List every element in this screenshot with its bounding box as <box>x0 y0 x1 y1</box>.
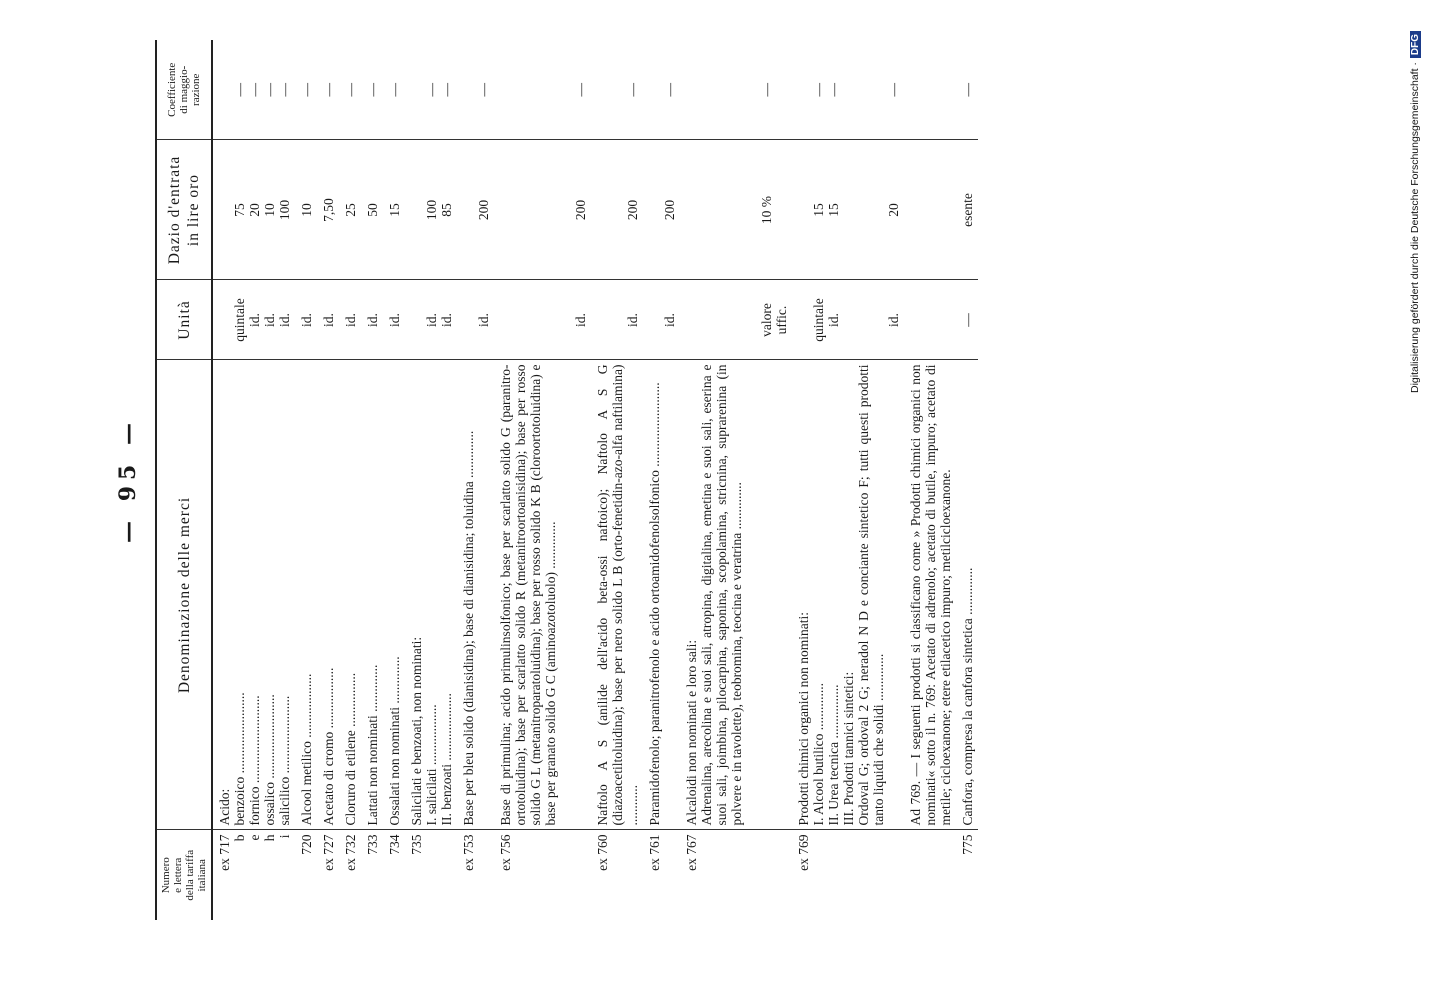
rotated-page <box>115 40 1295 920</box>
row-denomination: Prodotti chimici organici non nominati: I. Alcool butilico .............. II. Urea tecnica ................ III. Prodotti tannici sintetici: Ordoval G; ordoval 2 G; neradol N D e conciante sintetico F; tutti questi prodotti tanto liquidi che solidi .............. <box>792 360 904 830</box>
row-unit: id. <box>591 280 643 360</box>
tariff-table <box>155 40 978 920</box>
row-number: 735 <box>405 830 457 920</box>
row-number: 733 <box>361 830 383 920</box>
table-row <box>361 40 383 920</box>
row-denomination: Ad 769. — I seguenti prodotti si classificano come » Prodotti chimici organici non nominati« sotto il n. 769: Acetato di adrenolo; acetato di butile, impuro; acetato di metile; cicloexanone; etere etilacetico impuro; metilcicloexanone. <box>904 360 956 830</box>
row-number: 775 <box>956 830 978 920</box>
row-denomination: Acido: benzoico ........................ fornico .......................... ossalico ......................... salicilico ....................... <box>212 360 295 830</box>
row-coefficient: — <box>662 83 677 97</box>
row-denomination: Ossalati non nominati .............. <box>383 360 405 830</box>
row-duty: 15 <box>383 140 405 280</box>
row-coefficient: — — — <box>811 83 901 97</box>
row-denomination: Naftolo A S (anilide dell'acido beta-ossi naftoico); Naftolo A S G (diazoacetiltoluidina); base per nero solido L B (orto-fenetidin-azo-alfa naftilamina) ............ <box>591 360 643 830</box>
side-note-text: Digitalisierung gefördert durch die Deutsche Forschungsgemeinschaft · <box>1409 62 1421 393</box>
table-row <box>956 40 978 920</box>
row-duty: 10 % <box>680 140 792 280</box>
table-row <box>904 40 956 920</box>
row-unit: id. <box>457 280 494 360</box>
row-coefficient: — <box>365 83 380 97</box>
row-duty: 200 <box>457 140 494 280</box>
header-unita: Unità <box>156 280 212 360</box>
table-row <box>792 40 904 920</box>
row-denomination: Cloruro di etilene ................ <box>339 360 361 830</box>
row-denomination: Lattati non nominati .............. <box>361 360 383 830</box>
row-unit: — <box>956 280 978 360</box>
row-duty: 50 <box>361 140 383 280</box>
row-duty: 200 <box>591 140 643 280</box>
row-coefficient: — <box>573 83 588 97</box>
row-coefficient: — <box>387 83 402 97</box>
row-number: ex 760 <box>591 830 643 920</box>
row-denomination: Alcaloidi non nominati e loro sali: Adrenalina, arecolina e suoi sali, atropina, digitalina, emetina e suoi sali, eserina e suoi sali, joimbina, pilocarpina, saponina, scopolamina, stricnina, suprarenina (in polvere e in tavolette), teobromina, teocina e veratrina .............. <box>680 360 792 830</box>
row-coefficient: — <box>343 83 358 97</box>
table-row <box>339 40 361 920</box>
row-denomination: Canfora, compresa la canfora sintetica .............. <box>956 360 978 830</box>
header-coefficiente: Coefficiente di maggio- razione <box>156 40 212 140</box>
row-unit: id. <box>295 280 317 360</box>
row-duty: 200 <box>494 140 591 280</box>
row-number <box>904 830 956 920</box>
header-dazio: Dazio d'entrata in lire oro <box>156 140 212 280</box>
row-coefficient: — <box>476 83 491 97</box>
table-row <box>680 40 792 920</box>
row-duty: 200 <box>643 140 680 280</box>
row-unit: quintale id. id. <box>792 280 904 360</box>
table-row <box>383 40 405 920</box>
row-unit: id. <box>494 280 591 360</box>
row-unit: id. <box>317 280 339 360</box>
header-numero: Numero e lettera della tariffa italiana <box>156 830 212 920</box>
row-denomination: Base per bleu solido (dianisidina); base di dianisidina; toluidina .............. <box>457 360 494 830</box>
table-row <box>405 40 457 920</box>
table-row <box>494 40 591 920</box>
row-coefficient: — <box>759 83 774 97</box>
row-duty: 7,50 <box>317 140 339 280</box>
row-coefficient: — — — — <box>232 83 292 97</box>
row-denomination: Alcool metilico ................... <box>295 360 317 830</box>
row-coefficient: — — <box>424 83 454 97</box>
row-unit: id. <box>361 280 383 360</box>
table-header-row <box>156 40 212 920</box>
row-duty: esente <box>956 140 978 280</box>
row-unit: valore uffic. <box>680 280 792 360</box>
row-denomination: Paramidofenolo; paranitrofenolo e acido ortoamidofenolsolfonico ......................... <box>643 360 680 830</box>
row-unit: id. <box>383 280 405 360</box>
dfg-logo: DFG <box>1410 31 1421 58</box>
row-duty: 10 <box>295 140 317 280</box>
row-unit: id. id. <box>405 280 457 360</box>
row-duty <box>904 140 956 280</box>
row-duty: 15 15 20 <box>792 140 904 280</box>
row-number: 734 <box>383 830 405 920</box>
page-number: — 95 — <box>115 417 141 543</box>
row-number: 720 <box>295 830 317 920</box>
row-number: ex 717 b e h i <box>212 830 295 920</box>
table-row <box>295 40 317 920</box>
row-denomination: Salicilati e benzoati, non nominati: I. salicilati .................. II. benzoati .................... <box>405 360 457 830</box>
table-row <box>643 40 680 920</box>
row-unit: quintale id. id. id. <box>212 280 295 360</box>
row-number: ex 769 <box>792 830 904 920</box>
row-duty: 75 20 10 100 <box>212 140 295 280</box>
row-denomination: Acetato di cromo .................. <box>317 360 339 830</box>
row-unit: id. <box>643 280 680 360</box>
row-number: ex 756 <box>494 830 591 920</box>
row-coefficient: — <box>960 83 975 97</box>
row-number: ex 727 <box>317 830 339 920</box>
row-number: ex 761 <box>643 830 680 920</box>
row-number: ex 732 <box>339 830 361 920</box>
table-row <box>591 40 643 920</box>
side-note <box>1409 8 1434 393</box>
row-coefficient <box>904 40 956 140</box>
table-row <box>212 40 295 920</box>
header-denominazione: Denominazione delle merci <box>156 360 212 830</box>
row-coefficient: — <box>321 83 336 97</box>
table-row <box>317 40 339 920</box>
row-denomination: Base di primulina; acido primulinsolfonico; base per scarlatto solido G (paranitro-ortotoluidina); base per scarlatto solido R (metanitroortoanisidina); base per rosso solido G L (metanitroparatoluidina); base per rosso solido K B (cloroortotoluidina) e base per granato solido G C (aminoazotoluolo) .............. <box>494 360 591 830</box>
row-coefficient: — <box>299 83 314 97</box>
row-number: ex 753 <box>457 830 494 920</box>
row-number: ex 767 <box>680 830 792 920</box>
row-duty: 25 <box>339 140 361 280</box>
row-unit <box>904 280 956 360</box>
row-coefficient: — <box>625 83 640 97</box>
row-duty: 100 85 <box>405 140 457 280</box>
table-row <box>457 40 494 920</box>
row-unit: id. <box>339 280 361 360</box>
